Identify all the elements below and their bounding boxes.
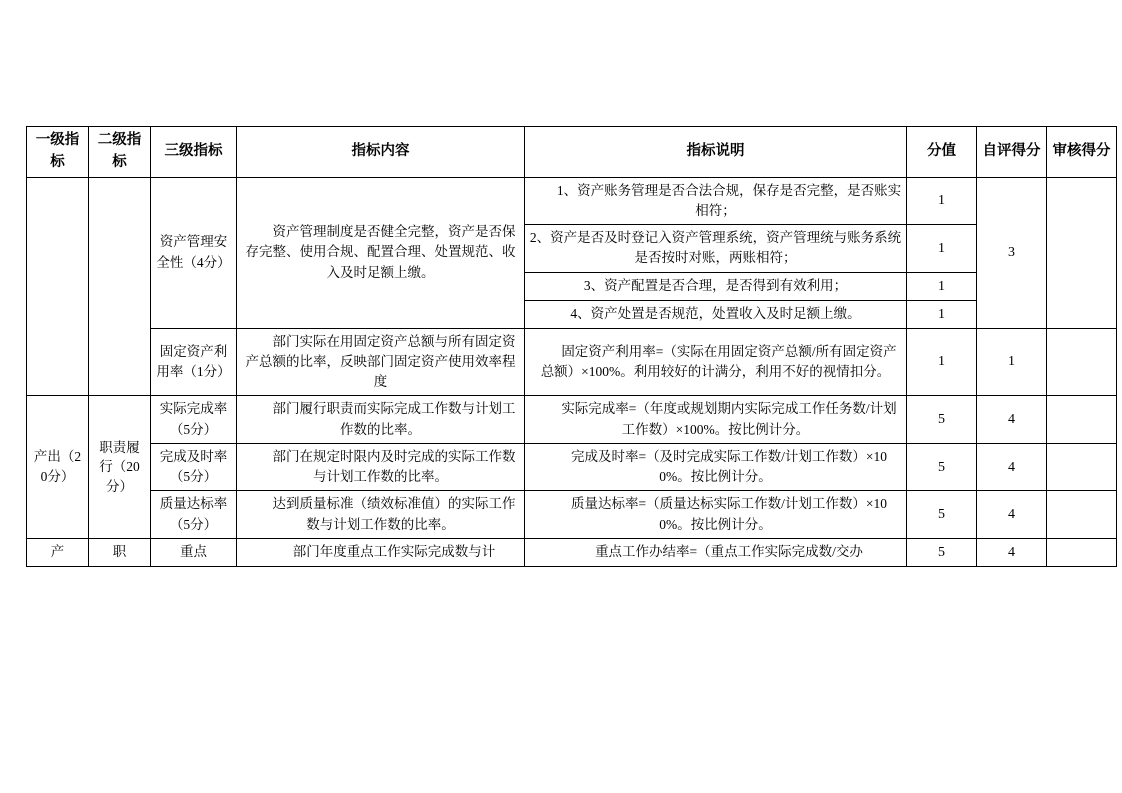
- table-row: [27, 177, 1117, 225]
- level2-cell: [89, 177, 151, 396]
- self-score-value: 4: [977, 491, 1047, 539]
- score-value: 5: [907, 443, 977, 491]
- level2-cell: 职: [89, 538, 151, 566]
- score-value: 1: [907, 272, 977, 300]
- indicator-content: 部门履行职责而实际完成工作数与计划工作数的比率。: [237, 396, 525, 444]
- column-header-self-score: 自评得分: [977, 127, 1047, 178]
- score-value: 5: [907, 396, 977, 444]
- self-score-value: 4: [977, 538, 1047, 566]
- level3-cell: 实际完成率（5分）: [151, 396, 237, 444]
- audit-score-value: [1047, 396, 1117, 444]
- table-row: [27, 396, 1117, 444]
- table-row: [27, 328, 1117, 396]
- table-row: [27, 443, 1117, 491]
- self-score-value: 4: [977, 443, 1047, 491]
- column-header-audit-score: 审核得分: [1047, 127, 1117, 178]
- indicator-explanation: 2、资产是否及时登记入资产管理系统，资产管理统与账务系统是否按时对账，两账相符；: [525, 225, 907, 273]
- column-header-score: 分值: [907, 127, 977, 178]
- indicator-explanation: 完成及时率=（及时完成实际工作数/计划工作数）×100%。按比例计分。: [525, 443, 907, 491]
- table-row: [27, 538, 1117, 566]
- column-header-level1: 一级指标: [27, 127, 89, 178]
- audit-score-value: [1047, 328, 1117, 396]
- column-header-level2: 二级指标: [89, 127, 151, 178]
- indicator-explanation: 固定资产利用率=（实际在用固定资产总额/所有固定资产总额）×100%。利用较好的计满分，利用不好的视情扣分。: [525, 328, 907, 396]
- table-row: [27, 491, 1117, 539]
- indicator-explanation: 实际完成率=（年度或规划期内实际完成工作任务数/计划工作数）×100%。按比例计分。: [525, 396, 907, 444]
- score-value: 1: [907, 328, 977, 396]
- audit-score-value: [1047, 443, 1117, 491]
- level1-cell: 产出（20分）: [27, 396, 89, 539]
- self-score-value: 3: [977, 177, 1047, 328]
- level3-cell: 完成及时率（5分）: [151, 443, 237, 491]
- level3-cell: 质量达标率（5分）: [151, 491, 237, 539]
- indicator-content: 部门在规定时限内及时完成的实际工作数与计划工作数的比率。: [237, 443, 525, 491]
- audit-score-value: [1047, 538, 1117, 566]
- kpi-table-container: [26, 126, 1111, 567]
- indicator-explanation: 3、资产配置是否合理，是否得到有效利用；: [525, 272, 907, 300]
- self-score-value: 1: [977, 328, 1047, 396]
- score-value: 1: [907, 177, 977, 225]
- score-value: 1: [907, 300, 977, 328]
- score-value: 1: [907, 225, 977, 273]
- audit-score-value: [1047, 177, 1117, 328]
- audit-score-value: [1047, 491, 1117, 539]
- header-row: [27, 127, 1117, 178]
- column-header-explanation: 指标说明: [525, 127, 907, 178]
- score-value: 5: [907, 491, 977, 539]
- indicator-explanation: 重点工作办结率=（重点工作实际完成数/交办: [525, 538, 907, 566]
- column-header-content: 指标内容: [237, 127, 525, 178]
- level2-cell: 职责履行（20分）: [89, 396, 151, 539]
- column-header-level3: 三级指标: [151, 127, 237, 178]
- indicator-content: 部门实际在用固定资产总额与所有固定资产总额的比率，反映部门固定资产使用效率程度: [237, 328, 525, 396]
- self-score-value: 4: [977, 396, 1047, 444]
- indicator-explanation: 质量达标率=（质量达标实际工作数/计划工作数）×100%。按比例计分。: [525, 491, 907, 539]
- indicator-content: 部门年度重点工作实际完成数与计: [237, 538, 525, 566]
- indicator-content: 资产管理制度是否健全完整，资产是否保存完整、使用合规、配置合理、处置规范、收入及时足额上缴。: [237, 177, 525, 328]
- table-body: [27, 177, 1117, 566]
- level3-cell: 重点: [151, 538, 237, 566]
- kpi-table: [26, 126, 1117, 567]
- indicator-explanation: 1、资产账务管理是否合法合规，保存是否完整，是否账实相符；: [525, 177, 907, 225]
- level1-cell: [27, 177, 89, 396]
- indicator-content: 达到质量标准（绩效标准值）的实际工作数与计划工作数的比率。: [237, 491, 525, 539]
- level3-cell: 固定资产利用率（1分）: [151, 328, 237, 396]
- score-value: 5: [907, 538, 977, 566]
- level1-cell: 产: [27, 538, 89, 566]
- level3-cell: 资产管理安全性（4分）: [151, 177, 237, 328]
- indicator-explanation: 4、资产处置是否规范，处置收入及时足额上缴。: [525, 300, 907, 328]
- table-header: [27, 127, 1117, 178]
